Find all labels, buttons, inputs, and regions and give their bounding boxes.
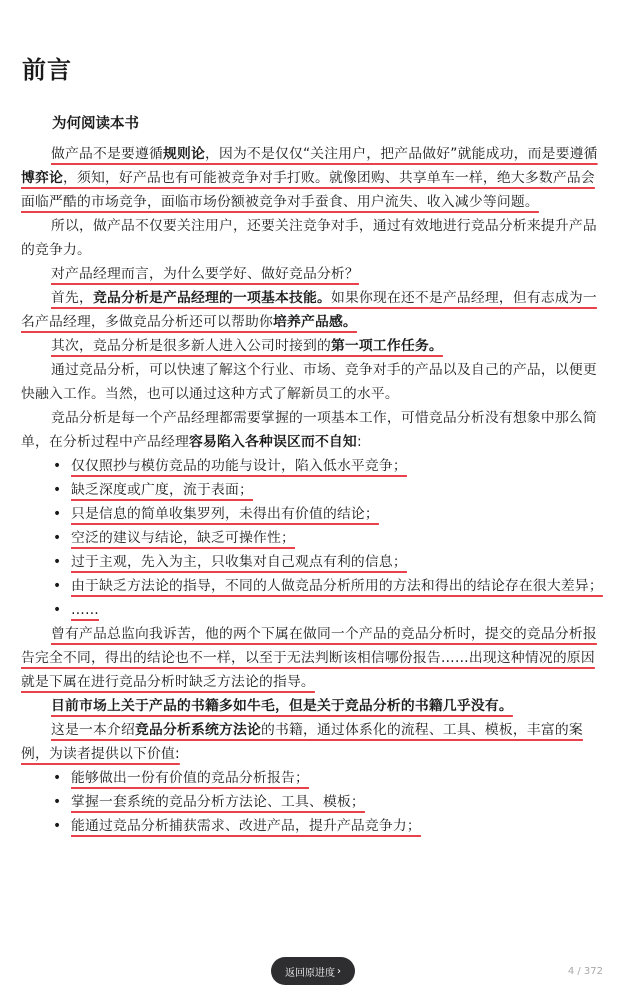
bold-term: 培养产品感。 [272, 314, 357, 330]
value-item[interactable] [21, 814, 605, 838]
text: 做产品不是要遵循 [51, 146, 163, 162]
return-label: 返回原进度 [285, 967, 335, 979]
paragraph-8[interactable] [21, 622, 605, 694]
list-text: 仅仅照抄与模仿竞品的功能与设计，陷入低水平竞争； [71, 458, 407, 474]
paragraph-10[interactable] [21, 718, 605, 766]
bold-term: 容易陷入各种误区而不自知 [188, 434, 357, 450]
list-text: 掌握一套系统的竞品分析方法论、工具、模板； [71, 794, 365, 810]
bullet-icon: • [53, 602, 62, 618]
paragraph-6[interactable]: 通过竞品分析，可以快速了解这个行业、市场、竞争对手的产品以及自己的产品，以便更快融入工作。当然，也可以通过这种方式了解新员工的水平。 [21, 362, 597, 402]
bullet-icon: • [53, 818, 62, 834]
paragraph-5[interactable] [21, 334, 605, 358]
pitfall-item[interactable] [21, 598, 605, 622]
text: ，因为不是仅仅“关注用户，把产品做好”就能成功，而是要遵循 [204, 146, 598, 162]
list-text: 过于主观，先入为主，只收集对自己观点有利的信息； [71, 554, 407, 570]
highlight-p5[interactable] [51, 338, 443, 354]
text: 其次，竞品分析是很多新人进入公司时接到的 [51, 338, 331, 354]
text: 这是一本介绍 [51, 722, 135, 738]
highlight-item[interactable] [53, 794, 365, 810]
list-text: …… [71, 602, 99, 618]
text: 如果你现在还不是产品经理，但有志成为一名产品经理，多做竞品分析还可以帮助你 [21, 290, 597, 330]
highlight-p10[interactable] [21, 722, 583, 762]
bullet-icon: • [53, 506, 62, 522]
chevron-right-icon: › [337, 965, 341, 977]
list-text: 空泛的建议与结论，缺乏可操作性； [71, 530, 295, 546]
highlight-p4[interactable] [21, 290, 597, 330]
list-text: 能通过竞品分析捕获需求、改进产品，提升产品竞争力； [71, 818, 421, 834]
highlight-item[interactable] [53, 770, 309, 786]
bullet-icon: • [53, 554, 62, 570]
list-text: 缺乏深度或广度，流于表面； [71, 482, 253, 498]
bullet-icon: • [53, 482, 62, 498]
highlight-item[interactable] [53, 554, 407, 570]
page-indicator: 4 / 372 [567, 966, 603, 977]
page-title: 前言 [22, 55, 72, 84]
bullet-icon: • [53, 794, 62, 810]
pitfall-item[interactable] [21, 478, 605, 502]
bold-term: 竞品分析系统方法论 [134, 722, 261, 738]
highlight-item[interactable] [53, 578, 603, 594]
pitfall-item[interactable] [21, 454, 605, 478]
bold-term: 规则论 [162, 146, 205, 162]
highlight-p9[interactable] [51, 698, 513, 714]
value-item[interactable] [21, 790, 605, 814]
return-to-progress-button[interactable] [271, 957, 355, 985]
paragraph-2[interactable]: 所以，做产品不仅要关注用户，还要关注竞争对手，通过有效地进行竞品分析来提升产品的竞争力。 [21, 218, 597, 258]
highlight-item[interactable] [53, 482, 253, 498]
bold-term: 第一项工作任务。 [330, 338, 443, 354]
paragraph-9[interactable] [21, 694, 605, 718]
chapter-body [21, 142, 605, 838]
bold-term: 博弈论 [21, 170, 63, 186]
highlight-item[interactable] [53, 818, 421, 834]
text: : [356, 434, 362, 450]
highlight-item[interactable] [53, 530, 295, 546]
bold-term: 目前市场上关于产品的书籍多如牛毛，但是关于竞品分析的书籍几乎没有。 [51, 698, 513, 714]
highlight-item[interactable] [53, 458, 407, 474]
bullet-icon: • [53, 770, 62, 786]
bold-term: 竞品分析是产品经理的一项基本技能。 [93, 290, 331, 306]
highlight-p3[interactable]: 对产品经理而言，为什么要学好、做好竞品分析？ [51, 266, 359, 282]
paragraph-4[interactable] [21, 286, 605, 334]
paragraph-7[interactable] [21, 406, 605, 454]
highlight-item[interactable] [53, 602, 99, 618]
paragraph-3[interactable] [21, 262, 605, 286]
text: 的书籍，通过体系化的流程、工具、模板，丰富的案例，为读者提供以下价值: [21, 722, 583, 762]
highlight-item[interactable] [53, 506, 379, 522]
highlight-p1[interactable] [21, 146, 598, 210]
bullet-icon: • [53, 458, 62, 474]
pitfall-item[interactable] [21, 550, 605, 574]
list-text: 只是信息的简单收集罗列，未得出有价值的结论； [71, 506, 379, 522]
value-item[interactable] [21, 766, 605, 790]
paragraph-1[interactable] [21, 142, 605, 214]
pitfall-item[interactable] [21, 526, 605, 550]
text: 首先， [51, 290, 93, 306]
text: ，须知，好产品也有可能被竞争对手打败。就像团购、共享单车一样，绝大多数产品会面临严酷的市场竞争，面临市场份额被竞争对手蚕食、用户流失、收入减少等问题。 [21, 170, 595, 210]
list-text: 能够做出一份有价值的竞品分析报告； [71, 770, 309, 786]
text: 竞品分析是每一个产品经理都需要掌握的一项基本工作，可惜竞品分析没有想象中那么简单，在分析过程中产品经理 [21, 410, 597, 450]
pitfall-item[interactable] [21, 574, 605, 598]
bullet-icon: • [53, 530, 62, 546]
bullet-icon: • [53, 578, 62, 594]
pitfall-item[interactable] [21, 502, 605, 526]
highlight-p8[interactable]: 曾有产品总监向我诉苦，他的两个下属在做同一个产品的竞品分析时，提交的竞品分析报告完全不同，得出的结论也不一样，以至于无法判断该相信哪份报告……出现这种情况的原因就是下属在进行竞品分析时缺乏方法论的指导。 [21, 626, 597, 690]
section-title: 为何阅读本书 [52, 116, 139, 132]
list-text: 由于缺乏方法论的指导，不同的人做竞品分析所用的方法和得出的结论存在很大差异； [71, 578, 603, 594]
